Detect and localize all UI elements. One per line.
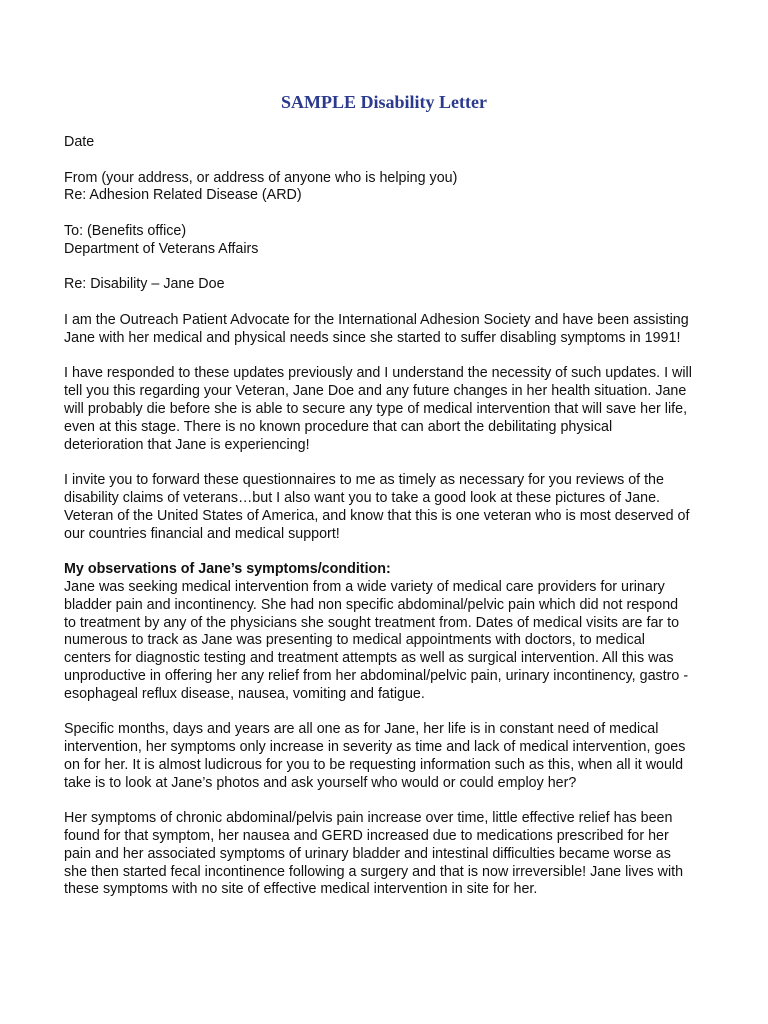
spacer [64, 259, 724, 277]
paragraph-invite: I invite you to forward these questionnaires to me as timely as necessary for you reviews of the disability claims of veterans…but I also want you to take a good look at these pictures of Jane. Veteran of the United States of America, and know that this is one veteran who is most deserved of our countries financial and medical support! [64, 472, 690, 542]
paragraph-updates: I have responded to these updates previously and I understand the necessity of such updates. I will tell you this regarding your Veteran, Jane Doe and any future changes in her health situation. Jane will probably die before she is able to secure any type of medical intervention that will save her life, even at this stage. There is no known procedure that can abort the debilitating physical deterioration that Jane is experiencing! [64, 365, 692, 453]
paragraph-specifics: Specific months, days and years are all one as for Jane, her life is in constant need of medical intervention, her symptoms only increase in severity as time and lack of medical intervention, goes on for her. It is almost ludicrous for you to be requesting information such as this, when all it would take is to look at Jane’s photos and ask yourself who would or could employ her? [64, 721, 686, 791]
from-block: From (your address, or address of anyone who is helping you) Re: Adhesion Related Disease (ARD) [64, 169, 458, 204]
spacer [64, 454, 724, 472]
spacer [64, 348, 724, 366]
to-block: To: (Benefits office) Department of Veterans Affairs [64, 222, 259, 257]
paragraph-observations: Jane was seeking medical intervention from a wide variety of medical care providers for urinary bladder pain and incontinency. She had non specific abdominal/pelvic pain which did not respond to treatment by any of the physicians she sought treatment from. Dates of medical visits are far to numerous to track as Jane was presenting to medical appointments with doctors, to medical centers for diagnostic testing and treatment attempts as well as surgical intervention. All this was unproductive in offering her any relief from her abdominal/pelvic pain, urinary incontinency, gastro - esophageal reflux disease, nausea, vomiting and fatigue. [64, 578, 689, 702]
spacer [64, 792, 724, 810]
spacer [64, 543, 724, 561]
letter-body [64, 134, 724, 899]
spacer [64, 205, 724, 223]
paragraph-symptoms: Her symptoms of chronic abdominal/pelvis pain increase over time, little effective relief has been found for that symptom, her nausea and GERD increased due to medications prescribed for her pain and her associated symptoms of urinary bladder and intestinal difficulties became worse as she then started fecal incontinence following a surgery and that is now irreversible! Jane lives with these symptoms with no site of effective medical intervention in site for her. [64, 810, 684, 898]
date-line: Date [64, 134, 95, 150]
observations-heading: My observations of Jane’s symptoms/condition: [64, 561, 391, 578]
spacer [64, 152, 724, 170]
spacer [64, 294, 724, 312]
letter-title: SAMPLE Disability Letter [281, 92, 487, 112]
spacer [64, 704, 724, 722]
re-line: Re: Disability – Jane Doe [64, 276, 225, 293]
paragraph-intro: I am the Outreach Patient Advocate for the International Adhesion Society and have been assisting Jane with her medical and physical needs since she started to suffer disabling symptoms in 1991! [64, 311, 689, 346]
